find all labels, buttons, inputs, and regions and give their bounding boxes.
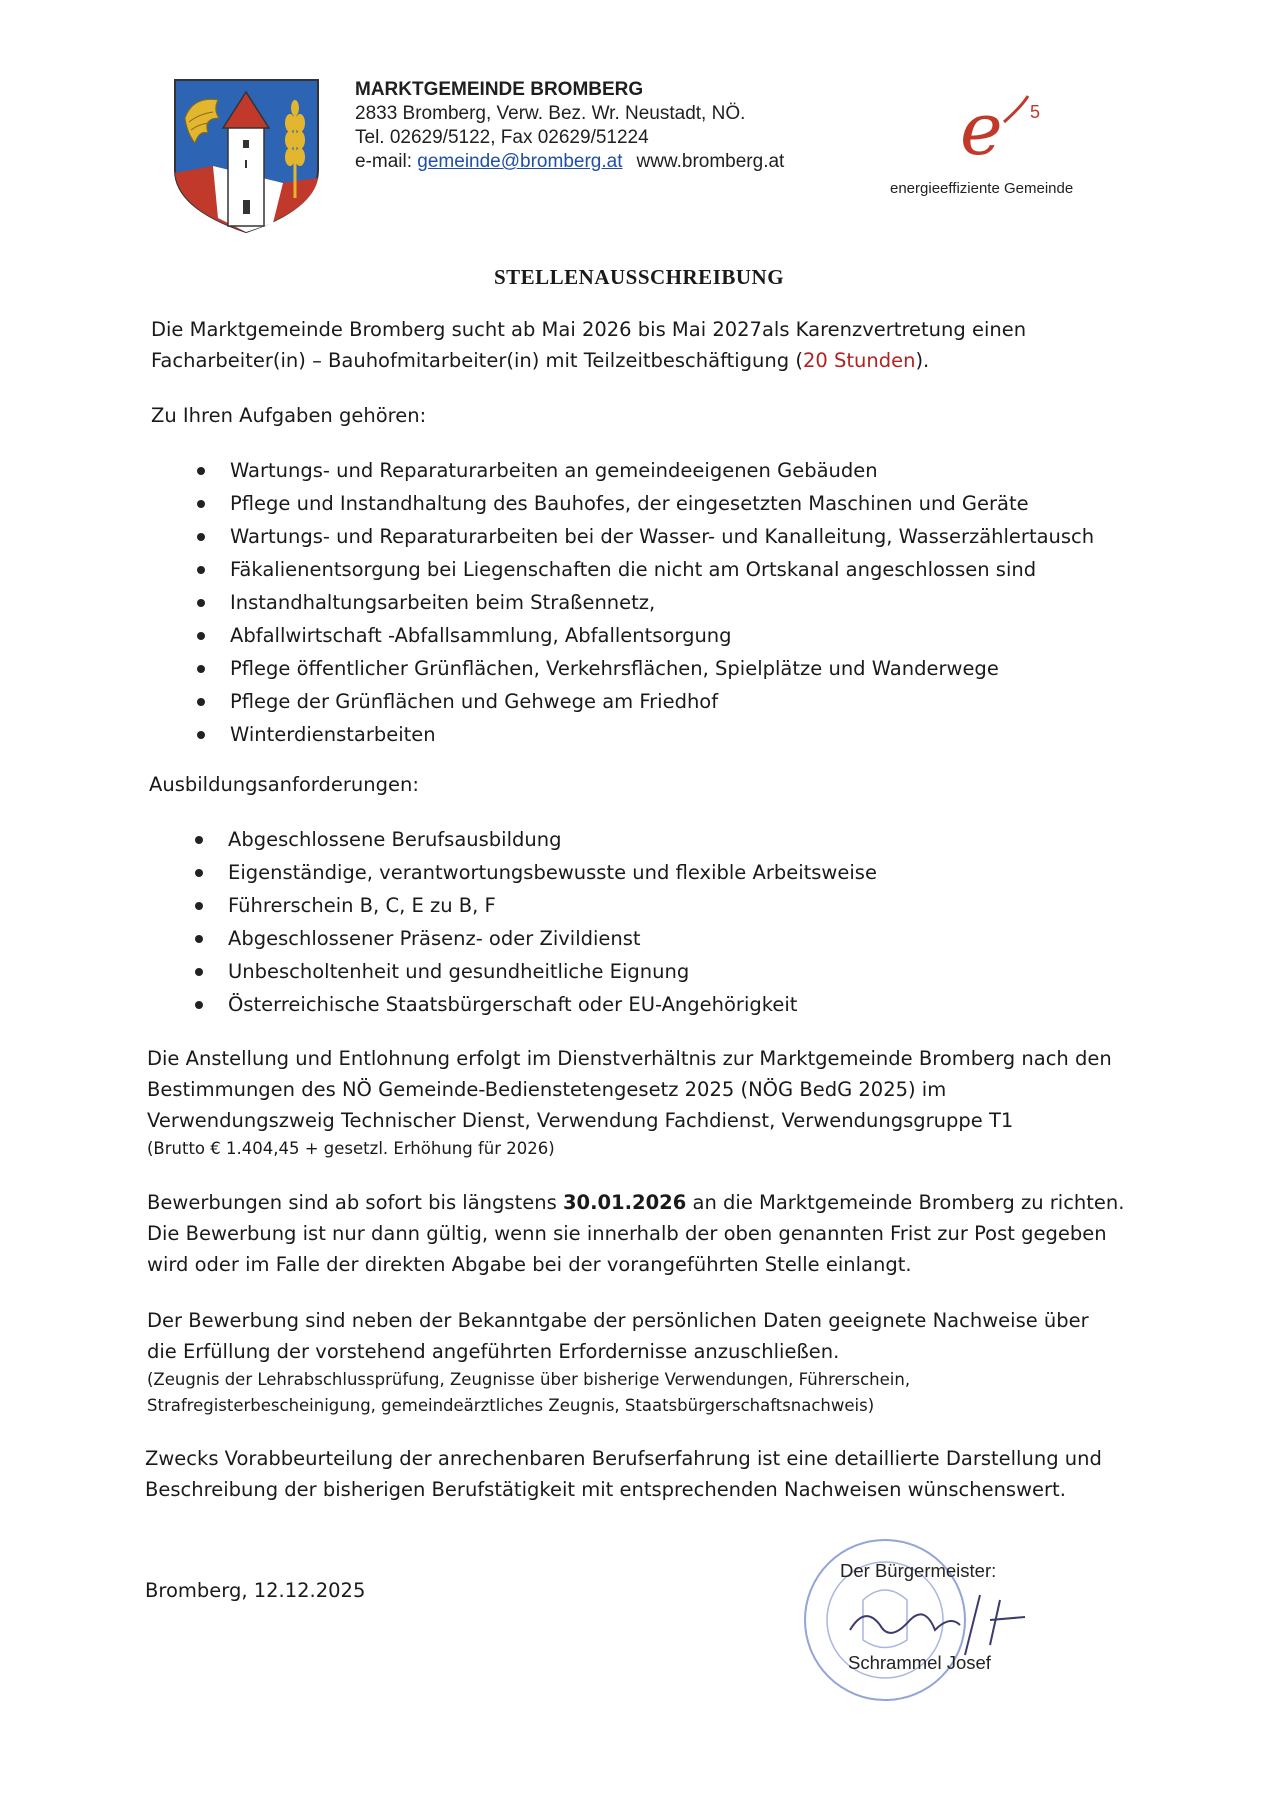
- documents-note-1: (Zeugnis der Lehrabschlussprüfung, Zeugnisse über bisherige Verwendungen, Führerschein,: [147, 1370, 911, 1389]
- list-item: Österreichische Staatsbürgerschaft oder EU-Angehörigkeit: [192, 988, 877, 1021]
- tasks-heading: Zu Ihren Aufgaben gehören:: [151, 404, 427, 427]
- tasks-list: [194, 454, 1094, 751]
- requirements-heading: Ausbildungsanforderungen:: [149, 773, 419, 796]
- salary-note: (Brutto € 1.404,45 + gesetzl. Erhöhung für 2026): [147, 1139, 555, 1158]
- signatory-name: Schrammel Josef: [848, 1652, 991, 1673]
- svg-text:e: e: [960, 92, 1003, 171]
- intro-text: Facharbeiter(in) – Bauhofmitarbeiter(in) mit Teilzeitbeschäftigung (: [151, 349, 803, 372]
- documents-line-2: die Erfüllung der vorstehend angeführten Erfordernisse anzuschließen.: [147, 1340, 840, 1363]
- list-item: Fäkalienentsorgung bei Liegenschaften die nicht am Ortskanal angeschlossen sind: [194, 553, 1094, 586]
- email-link[interactable]: gemeinde@bromberg.at: [417, 151, 623, 172]
- hours-highlight: 20 Stunden: [802, 349, 916, 372]
- intro-line-1: Die Marktgemeinde Bromberg sucht ab Mai 2026 bis Mai 2027als Karenzvertretung einen: [151, 318, 1027, 341]
- list-item: Winterdienstarbeiten: [194, 718, 1094, 751]
- employment-paragraph: [147, 1043, 1112, 1162]
- list-item: Führerschein B, C, E zu B, F: [192, 889, 877, 922]
- experience-line-2: Beschreibung der bisherigen Berufstätigkeit mit entsprechenden Nachweisen wünschenswert.: [145, 1478, 1066, 1501]
- org-address: 2833 Bromberg, Verw. Bez. Wr. Neustadt, NÖ.: [355, 103, 746, 124]
- application-line-3: wird oder im Falle der direkten Abgabe bei der vorangeführten Stelle einlangt.: [147, 1253, 912, 1276]
- application-line-2: Die Bewerbung ist nur dann gültig, wenn sie innerhalb der oben genannten Frist zur Post gegeben: [147, 1222, 1107, 1245]
- municipal-coat-of-arms: [173, 78, 320, 234]
- list-item: Unbescholtenheit und gesundheitliche Eignung: [192, 955, 877, 988]
- list-item: Abgeschlossene Berufsausbildung: [192, 823, 877, 856]
- letterhead: [355, 78, 784, 174]
- application-paragraph: [147, 1187, 1124, 1280]
- list-item: Pflege öffentlicher Grünflächen, Verkehrsflächen, Spielplätze und Wanderwege: [194, 652, 1094, 685]
- org-name: MARKTGEMEINDE BROMBERG: [355, 79, 644, 100]
- list-item: Eigenständige, verantwortungsbewusste und flexible Arbeitsweise: [192, 856, 877, 889]
- application-line-1: [147, 1187, 1124, 1218]
- website-link[interactable]: www.bromberg.at: [636, 151, 785, 172]
- documents-line-1: Der Bewerbung sind neben der Bekanntgabe der persönlichen Daten geeignete Nachweise über: [147, 1309, 1089, 1332]
- e5-caption: energieeffiziente Gemeinde: [890, 180, 1074, 197]
- deadline-date: 30.01.2026: [562, 1191, 687, 1214]
- email-label: e-mail:: [355, 151, 418, 172]
- org-phone: Tel. 02629/5122, Fax 02629/51224: [355, 127, 649, 148]
- employment-line-1: Die Anstellung und Entlohnung erfolgt im Dienstverhältnis zur Marktgemeinde Bromberg nach den: [147, 1047, 1112, 1070]
- place-date: Bromberg, 12.12.2025: [145, 1579, 366, 1602]
- application-text-end: an die Marktgemeinde Bromberg zu richten.: [686, 1191, 1125, 1214]
- list-item: Pflege und Instandhaltung des Bauhofes, der eingesetzten Maschinen und Geräte: [194, 487, 1094, 520]
- employment-line-3: Verwendungszweig Technischer Dienst, Verwendung Fachdienst, Verwendungsgruppe T1: [147, 1109, 1014, 1132]
- application-text: Bewerbungen sind ab sofort bis längstens: [147, 1191, 563, 1214]
- intro-text-end: ).: [915, 349, 930, 372]
- list-item: Pflege der Grünflächen und Gehwege am Friedhof: [194, 685, 1094, 718]
- svg-text:5: 5: [1030, 102, 1041, 122]
- page-title: STELLENAUSSCHREIBUNG: [493, 265, 785, 289]
- list-item: Instandhaltungsarbeiten beim Straßennetz,: [194, 586, 1094, 619]
- requirements-list: [192, 823, 877, 1021]
- employment-line-2: Bestimmungen des NÖ Gemeinde-Bedienstetengesetz 2025 (NÖG BedG 2025) im: [147, 1078, 947, 1101]
- intro-line-2: [151, 345, 1026, 376]
- handwritten-signature: [840, 1585, 1030, 1660]
- signature-title: Der Bürgermeister:: [840, 1560, 997, 1581]
- intro-paragraph: [151, 314, 1026, 376]
- experience-paragraph: [145, 1443, 1102, 1505]
- list-item: Wartungs- und Reparaturarbeiten an gemeindeeigenen Gebäuden: [194, 454, 1094, 487]
- list-item: Wartungs- und Reparaturarbeiten bei der Wasser- und Kanalleitung, Wasserzählertausch: [194, 520, 1094, 553]
- e5-logo: [950, 92, 1070, 172]
- experience-line-1: Zwecks Vorabbeurteilung der anrechenbaren Berufserfahrung ist eine detaillierte Darstellung und: [145, 1447, 1102, 1470]
- documents-note-2: Strafregisterbescheinigung, gemeindeärztliches Zeugnis, Staatsbürgerschaftsnachweis): [147, 1396, 875, 1415]
- list-item: Abfallwirtschaft -Abfallsammlung, Abfallentsorgung: [194, 619, 1094, 652]
- org-contact: [355, 150, 784, 174]
- documents-paragraph: [147, 1305, 1089, 1419]
- list-item: Abgeschlossener Präsenz- oder Zivildienst: [192, 922, 877, 955]
